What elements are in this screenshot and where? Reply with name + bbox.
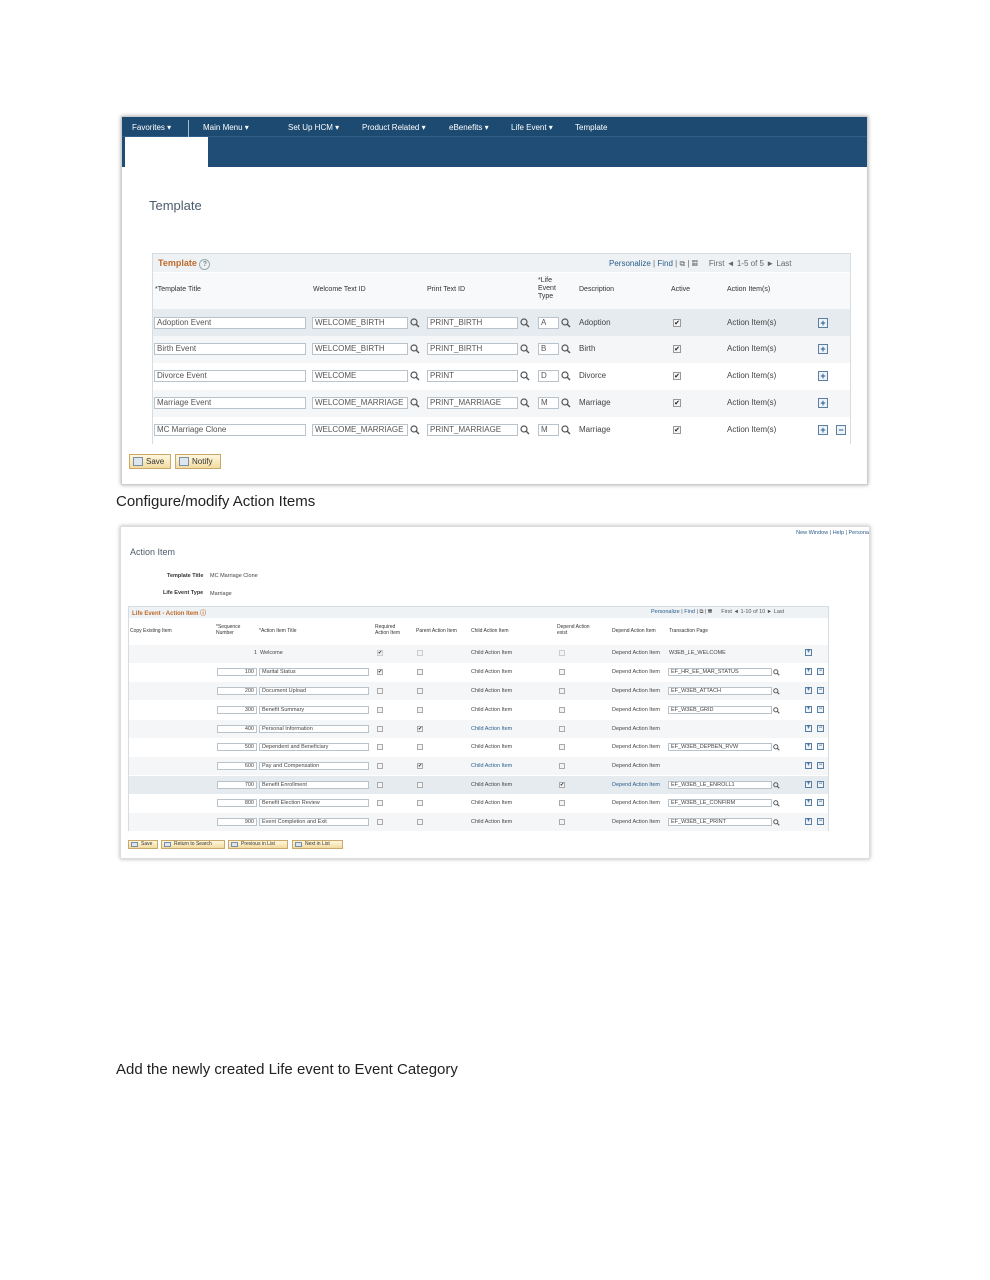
description-text: Marriage bbox=[579, 425, 611, 434]
parent-checkbox[interactable] bbox=[417, 707, 423, 713]
transaction-page-text: W3EB_LE_WELCOME bbox=[669, 650, 726, 656]
lookup-icon[interactable] bbox=[520, 371, 530, 381]
new-window-link[interactable]: New Window bbox=[796, 530, 829, 536]
action-title-input[interactable]: Benefit Summary bbox=[259, 706, 369, 714]
depend-exist-checkbox[interactable] bbox=[559, 763, 565, 769]
event-type-input[interactable]: M bbox=[538, 424, 559, 436]
col-active: Active bbox=[671, 286, 691, 293]
save-label: Save bbox=[146, 457, 165, 466]
welcome-text-input[interactable]: WELCOME_BIRTH bbox=[312, 317, 408, 329]
save-icon bbox=[133, 457, 143, 466]
depend-action-link[interactable]: Depend Action Item bbox=[612, 744, 661, 750]
first-link[interactable]: First bbox=[721, 609, 732, 615]
add-row-button[interactable]: + bbox=[806, 762, 811, 768]
add-row-button[interactable]: + bbox=[806, 725, 811, 731]
notify-label: Notify bbox=[192, 457, 213, 466]
col-copy-existing: Copy Existing Item bbox=[130, 628, 172, 634]
return-label: Return to Search bbox=[174, 841, 212, 847]
nav-template[interactable]: Template bbox=[575, 123, 608, 132]
grid-title bbox=[132, 608, 206, 617]
parent-checkbox[interactable] bbox=[417, 819, 423, 825]
depend-exist-checkbox[interactable] bbox=[559, 819, 565, 825]
col-action-items: Action Item(s) bbox=[727, 286, 771, 293]
event-type-input[interactable]: D bbox=[538, 370, 559, 382]
next-arrow-icon[interactable]: ► bbox=[766, 609, 773, 615]
active-checkbox[interactable]: ✔ bbox=[674, 427, 680, 434]
lookup-icon[interactable] bbox=[410, 371, 420, 381]
personalize-link[interactable]: Personalize bbox=[609, 259, 651, 268]
add-row-button[interactable]: + bbox=[818, 425, 828, 435]
action-title-input[interactable]: Dependent and Beneficiary bbox=[259, 743, 369, 751]
add-row-button[interactable]: + bbox=[806, 743, 811, 749]
find-link[interactable]: Find bbox=[657, 259, 673, 268]
nav-strip bbox=[122, 117, 867, 137]
caption-event-category: Add the newly created Life event to Event Category bbox=[116, 1061, 458, 1078]
grid-title bbox=[158, 258, 210, 270]
parent-checkbox[interactable] bbox=[417, 669, 423, 675]
nav-favorites[interactable]: Favorites ▾ bbox=[132, 123, 172, 132]
depend-action-link[interactable]: Depend Action Item bbox=[612, 819, 661, 825]
depend-exist-checkbox[interactable]: ✔ bbox=[560, 782, 565, 788]
previous-label: Previous in List bbox=[241, 841, 275, 847]
template-title-label: Template Title bbox=[167, 573, 204, 579]
event-type-value: Marriage bbox=[210, 591, 232, 597]
notify-button[interactable] bbox=[175, 454, 221, 469]
child-action-link[interactable]: Child Action Item bbox=[471, 782, 513, 788]
save-label: Save bbox=[141, 841, 153, 847]
lookup-icon[interactable] bbox=[773, 782, 780, 789]
personalize-page-link[interactable]: Persona bbox=[848, 530, 869, 536]
delete-row-button[interactable]: − bbox=[818, 799, 823, 805]
child-action-link[interactable]: Child Action Item bbox=[471, 800, 513, 806]
active-checkbox[interactable]: ✔ bbox=[674, 373, 680, 380]
grid-title-text: Life Event - Action Item bbox=[132, 611, 199, 617]
lookup-icon[interactable] bbox=[561, 344, 571, 354]
page-title: Action Item bbox=[130, 547, 176, 557]
add-row-button[interactable]: + bbox=[806, 668, 811, 674]
required-checkbox[interactable] bbox=[377, 707, 383, 713]
depend-action-link[interactable]: Depend Action Item bbox=[612, 726, 661, 732]
print-text-input[interactable]: PRINT bbox=[427, 370, 518, 382]
col-parent: Parent Action Item bbox=[416, 628, 457, 634]
nav-life-event[interactable]: Life Event ▾ bbox=[511, 123, 553, 132]
grid-navigation: Personalize | Find | ⧉ | ▦ First ◄ 1-10 of 10 ► Last bbox=[651, 609, 785, 615]
welcome-text-input[interactable]: WELCOME_MARRIAGE bbox=[312, 424, 408, 436]
return-icon bbox=[164, 842, 171, 847]
return-to-search-button[interactable] bbox=[161, 840, 225, 849]
add-row-button[interactable]: + bbox=[818, 344, 828, 354]
range-text: 1-5 of 5 bbox=[736, 259, 764, 268]
download-icon[interactable]: ▦ bbox=[707, 609, 713, 615]
action-title-input[interactable]: Pay and Compensation bbox=[259, 762, 369, 770]
welcome-text-input[interactable]: WELCOME_BIRTH bbox=[312, 343, 408, 355]
action-items-link[interactable]: Action Item(s) bbox=[727, 371, 777, 380]
required-checkbox[interactable] bbox=[377, 744, 383, 750]
save-button[interactable] bbox=[129, 454, 171, 469]
lookup-icon[interactable] bbox=[773, 800, 780, 807]
sequence-text: 1 bbox=[253, 650, 257, 656]
delete-row-button[interactable]: − bbox=[818, 706, 823, 712]
range-text: 1-10 of 10 bbox=[740, 609, 766, 615]
description-text: Birth bbox=[579, 344, 596, 353]
required-checkbox: ✔ bbox=[378, 650, 383, 656]
delete-row-button[interactable]: − bbox=[818, 818, 823, 824]
add-row-button[interactable]: + bbox=[806, 799, 811, 805]
personalize-link[interactable]: Personalize bbox=[651, 609, 680, 615]
print-text-input[interactable]: PRINT_MARRIAGE bbox=[427, 424, 518, 436]
col-print-text-id: Print Text ID bbox=[427, 286, 465, 293]
delete-row-button[interactable]: − bbox=[818, 687, 823, 693]
sequence-input[interactable]: 100 bbox=[217, 668, 257, 676]
depend-action-link[interactable]: Depend Action Item bbox=[612, 669, 661, 675]
print-text-input[interactable]: PRINT_BIRTH bbox=[427, 317, 518, 329]
add-row-button[interactable]: + bbox=[818, 318, 828, 328]
child-action-link[interactable]: Child Action Item bbox=[471, 688, 513, 694]
parent-checkbox bbox=[417, 650, 423, 656]
action-item-screenshot bbox=[120, 526, 870, 859]
required-checkbox[interactable] bbox=[377, 800, 383, 806]
child-action-link[interactable]: Child Action Item bbox=[471, 744, 513, 750]
sequence-input[interactable]: 400 bbox=[217, 725, 257, 733]
col-sequence: *Sequence Number bbox=[216, 624, 241, 636]
template-title-input[interactable]: MC Marriage Clone bbox=[154, 424, 306, 436]
lookup-icon[interactable] bbox=[561, 371, 571, 381]
prev-arrow-icon[interactable]: ◄ bbox=[726, 259, 735, 268]
add-row-button[interactable]: + bbox=[806, 781, 811, 787]
event-type-input[interactable]: B bbox=[538, 343, 559, 355]
template-screenshot bbox=[121, 116, 868, 485]
sequence-input[interactable]: 900 bbox=[217, 818, 257, 826]
welcome-text-input[interactable]: WELCOME_MARRIAGE bbox=[312, 397, 408, 409]
grid-title-text: Template bbox=[158, 258, 197, 268]
child-action-link[interactable]: Child Action Item bbox=[471, 726, 513, 732]
action-title-input[interactable]: Document Upload bbox=[259, 687, 369, 695]
sequence-input[interactable]: 600 bbox=[217, 762, 257, 770]
depend-exist-checkbox[interactable] bbox=[559, 726, 565, 732]
transaction-page-input[interactable]: EF_W3EB_LE_ENROLL1 bbox=[668, 781, 772, 789]
nav-ebenefits[interactable]: eBenefits ▾ bbox=[449, 123, 489, 132]
event-type-label: Life Event Type bbox=[163, 590, 204, 596]
transaction-page-input[interactable]: EF_W3EB_LE_PRINT bbox=[668, 818, 772, 826]
view-all-icon[interactable]: ⧉ bbox=[699, 609, 704, 615]
last-link[interactable]: Last bbox=[773, 609, 785, 615]
col-transaction: Transaction Page bbox=[669, 628, 709, 634]
required-checkbox[interactable] bbox=[377, 688, 383, 694]
col-required: Required Action Item bbox=[375, 624, 401, 636]
action-items-link[interactable]: Action Item(s) bbox=[727, 425, 777, 434]
find-link[interactable]: Find bbox=[684, 609, 695, 615]
lookup-icon[interactable] bbox=[561, 318, 571, 328]
delete-row-button[interactable]: − bbox=[818, 725, 823, 731]
delete-row-button[interactable]: − bbox=[818, 762, 823, 768]
parent-checkbox[interactable]: ✔ bbox=[418, 726, 423, 732]
depend-action-link[interactable]: Depend Action Item bbox=[612, 763, 661, 769]
child-action-link[interactable]: Child Action Item bbox=[471, 650, 513, 656]
lookup-icon[interactable] bbox=[520, 425, 530, 435]
add-row-button[interactable]: + bbox=[818, 371, 828, 381]
help-icon[interactable]: ? bbox=[199, 259, 210, 270]
child-action-link[interactable]: Child Action Item bbox=[471, 669, 513, 675]
first-link[interactable]: First bbox=[708, 259, 725, 268]
caption-action-items: Configure/modify Action Items bbox=[116, 493, 316, 510]
action-title-text: Welcome bbox=[260, 650, 283, 656]
next-icon bbox=[295, 842, 302, 847]
top-links: New Window | Help | Persona bbox=[796, 530, 869, 536]
active-checkbox[interactable]: ✔ bbox=[674, 320, 680, 327]
lookup-icon[interactable] bbox=[520, 398, 530, 408]
action-items-link[interactable]: Action Item(s) bbox=[727, 344, 777, 353]
lookup-icon[interactable] bbox=[561, 425, 571, 435]
description-text: Adoption bbox=[579, 318, 611, 327]
parent-checkbox[interactable] bbox=[417, 800, 423, 806]
sequence-input[interactable]: 700 bbox=[217, 781, 257, 789]
template-title-value: MC Marriage Clone bbox=[210, 573, 258, 579]
add-row-button[interactable]: + bbox=[806, 818, 811, 824]
nav-product-related[interactable]: Product Related ▾ bbox=[362, 123, 426, 132]
add-row-button[interactable]: + bbox=[806, 687, 811, 693]
action-items-link[interactable]: Action Item(s) bbox=[727, 398, 777, 407]
action-title-input[interactable]: Benefit Enrollment bbox=[259, 781, 369, 789]
active-checkbox[interactable]: ✔ bbox=[674, 346, 680, 353]
add-row-button[interactable]: + bbox=[806, 649, 811, 655]
nav-main-menu[interactable]: Main Menu ▾ bbox=[203, 123, 249, 132]
depend-exist-checkbox[interactable] bbox=[559, 744, 565, 750]
action-title-input[interactable]: Event Completion and Exit bbox=[259, 818, 369, 826]
col-life-event-type: *Life Event Type bbox=[538, 277, 556, 300]
nav-active-tab bbox=[125, 137, 208, 167]
save-button[interactable] bbox=[128, 840, 158, 849]
add-row-button[interactable]: + bbox=[818, 398, 828, 408]
lookup-icon[interactable] bbox=[520, 344, 530, 354]
lookup-icon[interactable] bbox=[410, 344, 420, 354]
notify-icon bbox=[179, 457, 189, 466]
lookup-icon[interactable] bbox=[773, 707, 780, 714]
depend-action-link[interactable]: Depend Action Item bbox=[612, 650, 661, 656]
depend-exist-checkbox bbox=[559, 650, 565, 656]
required-checkbox[interactable]: ✔ bbox=[378, 669, 383, 675]
active-checkbox[interactable]: ✔ bbox=[674, 400, 680, 407]
lookup-icon[interactable] bbox=[520, 318, 530, 328]
col-depend: Depend Action Item bbox=[612, 628, 656, 634]
delete-row-button[interactable]: − bbox=[836, 425, 846, 435]
transaction-page-input[interactable]: EF_W3EB_GRID bbox=[668, 706, 772, 714]
next-in-list-button[interactable] bbox=[292, 840, 343, 849]
depend-exist-checkbox[interactable] bbox=[559, 800, 565, 806]
depend-action-link[interactable]: Depend Action Item bbox=[612, 800, 661, 806]
template-title-input[interactable]: Adoption Event bbox=[154, 317, 306, 329]
parent-checkbox[interactable] bbox=[417, 782, 423, 788]
view-all-icon[interactable]: ⧉ bbox=[679, 259, 686, 268]
child-action-link[interactable]: Child Action Item bbox=[471, 819, 513, 825]
sequence-input[interactable]: 300 bbox=[217, 706, 257, 714]
parent-checkbox[interactable] bbox=[417, 744, 423, 750]
welcome-text-input[interactable]: WELCOME bbox=[312, 370, 408, 382]
add-row-button[interactable]: + bbox=[806, 706, 811, 712]
last-link[interactable]: Last bbox=[776, 259, 792, 268]
template-title-input[interactable]: Marriage Event bbox=[154, 397, 306, 409]
action-title-input[interactable]: Benefit Election Review bbox=[259, 799, 369, 807]
help-icon[interactable]: ⓘ bbox=[200, 611, 207, 617]
transaction-page-input[interactable]: EF_HR_EE_MAR_STATUS bbox=[668, 668, 772, 676]
required-checkbox[interactable] bbox=[377, 819, 383, 825]
transaction-page-input[interactable]: EF_W3EB_LE_CONFIRM bbox=[668, 799, 772, 807]
event-type-input[interactable]: M bbox=[538, 397, 559, 409]
required-checkbox[interactable] bbox=[377, 782, 383, 788]
col-child: Child Action Item bbox=[471, 628, 509, 634]
required-checkbox[interactable] bbox=[377, 726, 383, 732]
depend-action-link[interactable]: Depend Action Item bbox=[612, 707, 661, 713]
delete-row-button[interactable]: − bbox=[818, 668, 823, 674]
description-text: Marriage bbox=[579, 398, 611, 407]
sequence-input[interactable]: 500 bbox=[217, 743, 257, 751]
lookup-icon[interactable] bbox=[773, 669, 780, 676]
parent-checkbox[interactable] bbox=[417, 688, 423, 694]
depend-exist-checkbox[interactable] bbox=[559, 707, 565, 713]
nav-bar bbox=[122, 117, 867, 167]
next-arrow-icon[interactable]: ► bbox=[766, 259, 775, 268]
grid-navigation: Personalize | Find | ⧉ | ▦ First ◄ 1-5 of 5 ► Last bbox=[609, 259, 792, 268]
page-title: Template bbox=[149, 198, 202, 213]
depend-action-link[interactable]: Depend Action Item bbox=[612, 688, 661, 694]
save-icon bbox=[131, 842, 138, 847]
col-description: Description bbox=[579, 286, 615, 293]
transaction-page-input[interactable]: EF_W3EB_DEPBEN_RVW bbox=[668, 743, 772, 751]
lookup-icon[interactable] bbox=[410, 425, 420, 435]
event-type-input[interactable]: A bbox=[538, 317, 559, 329]
delete-row-button[interactable]: − bbox=[818, 743, 823, 749]
required-checkbox[interactable] bbox=[377, 763, 383, 769]
depend-exist-checkbox[interactable] bbox=[559, 688, 565, 694]
download-icon[interactable]: ▦ bbox=[691, 259, 698, 268]
lookup-icon[interactable] bbox=[561, 398, 571, 408]
lookup-icon[interactable] bbox=[773, 688, 780, 695]
lookup-icon[interactable] bbox=[410, 318, 420, 328]
sequence-input[interactable]: 200 bbox=[217, 687, 257, 695]
lookup-icon[interactable] bbox=[773, 819, 780, 826]
child-action-link[interactable]: Child Action Item bbox=[471, 707, 513, 713]
prev-arrow-icon[interactable]: ◄ bbox=[733, 609, 739, 615]
action-items-link[interactable]: Action Item(s) bbox=[727, 318, 777, 327]
previous-in-list-button[interactable] bbox=[228, 840, 288, 849]
parent-checkbox[interactable]: ✔ bbox=[418, 763, 423, 769]
nav-separator bbox=[188, 120, 189, 138]
depend-action-link[interactable]: Depend Action Item bbox=[612, 782, 661, 788]
col-action-title: *Action Item Title bbox=[259, 628, 297, 634]
print-text-input[interactable]: PRINT_MARRIAGE bbox=[427, 397, 518, 409]
depend-exist-checkbox[interactable] bbox=[559, 669, 565, 675]
delete-row-button[interactable]: − bbox=[818, 781, 823, 787]
col-welcome-text-id: Welcome Text ID bbox=[313, 286, 366, 293]
template-title-input[interactable]: Birth Event bbox=[154, 343, 306, 355]
print-text-input[interactable]: PRINT_BIRTH bbox=[427, 343, 518, 355]
col-template-title: *Template Title bbox=[155, 286, 201, 293]
nav-setup-hcm[interactable]: Set Up HCM ▾ bbox=[288, 123, 340, 132]
template-title-input[interactable]: Divorce Event bbox=[154, 370, 306, 382]
child-action-link[interactable]: Child Action Item bbox=[471, 763, 513, 769]
help-link[interactable]: Help bbox=[832, 530, 844, 536]
previous-icon bbox=[231, 842, 238, 847]
transaction-page-input[interactable]: EF_W3EB_ATTACH bbox=[668, 687, 772, 695]
description-text: Divorce bbox=[579, 371, 607, 380]
action-title-input[interactable]: Personal Information bbox=[259, 725, 369, 733]
lookup-icon[interactable] bbox=[773, 744, 780, 751]
action-title-input[interactable]: Marital Status bbox=[259, 668, 369, 676]
sequence-input[interactable]: 800 bbox=[217, 799, 257, 807]
next-label: Next in List bbox=[305, 841, 330, 847]
col-depend-exist: Depend Action exist bbox=[557, 624, 590, 636]
lookup-icon[interactable] bbox=[410, 398, 420, 408]
